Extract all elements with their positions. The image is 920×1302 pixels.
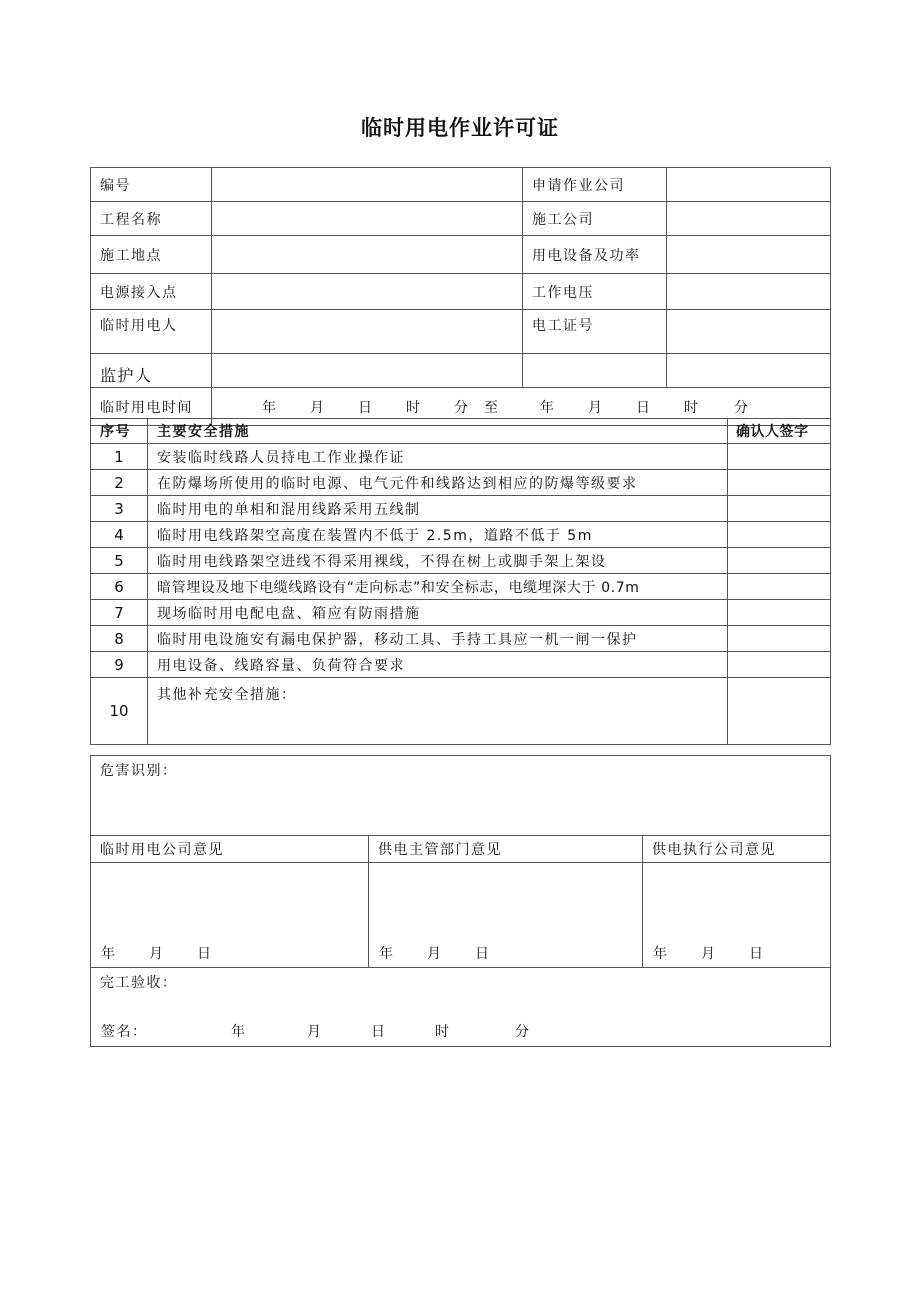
user-company-opinion-label: 临时用电公司意见 [91, 836, 369, 863]
guardian-extra-field-2[interactable] [667, 354, 831, 388]
confirm-signature[interactable] [728, 574, 831, 600]
number-label: 编号 [91, 168, 212, 202]
confirm-signature[interactable] [728, 444, 831, 470]
site-location-label: 施工地点 [91, 236, 212, 274]
measure-no: 3 [91, 496, 148, 522]
guardian-field[interactable] [212, 354, 523, 388]
construction-company-label: 施工公司 [523, 202, 667, 236]
measure-text: 临时用电设施安有漏电保护器，移动工具、手持工具应一机一闸一保护 [148, 626, 728, 652]
measure-row [91, 574, 831, 600]
measure-row [91, 626, 831, 652]
info-row-project [91, 202, 831, 236]
signature-line: 签名： 年 月 日 时 分 [101, 1024, 529, 1040]
supply-dept-opinion-field[interactable] [369, 863, 643, 968]
measure-row [91, 470, 831, 496]
time-range-field[interactable]: 年 月 日 时 分 至 年 月 日 时 分 [212, 388, 831, 426]
supply-dept-opinion-label: 供电主管部门意见 [369, 836, 643, 863]
voltage-field[interactable] [667, 274, 831, 310]
confirm-signature[interactable] [728, 548, 831, 574]
confirm-signature[interactable] [728, 652, 831, 678]
measure-row [91, 678, 831, 745]
temp-user-label: 临时用电人 [91, 310, 212, 354]
date-line: 年 月 日 [101, 946, 211, 962]
confirm-signature[interactable] [728, 496, 831, 522]
confirm-signature[interactable] [728, 470, 831, 496]
measure-row [91, 444, 831, 470]
hazard-label: 危害识别： [100, 763, 178, 779]
time-label: 临时用电时间 [91, 388, 212, 426]
electrician-cert-field[interactable] [667, 310, 831, 354]
supply-exec-opinion-field[interactable] [643, 863, 831, 968]
temp-user-field[interactable] [212, 310, 523, 354]
measure-row [91, 496, 831, 522]
opinion-body-row [91, 863, 831, 968]
confirm-signature[interactable] [728, 626, 831, 652]
measure-row [91, 522, 831, 548]
completion-acceptance-field[interactable] [91, 968, 831, 1047]
confirm-signature[interactable] [728, 678, 831, 745]
measure-text: 在防爆场所使用的临时电源、电气元件和线路达到相应的防爆等级要求 [148, 470, 728, 496]
guardian-extra-field[interactable] [523, 354, 667, 388]
guardian-label: 监护人 [91, 354, 212, 388]
supply-exec-opinion-label: 供电执行公司意见 [643, 836, 831, 863]
hazard-row [91, 756, 831, 836]
equipment-power-label: 用电设备及功率 [523, 236, 667, 274]
info-row-access [91, 274, 831, 310]
confirm-signature[interactable] [728, 600, 831, 626]
header-no: 序号 [91, 419, 148, 444]
info-table [90, 167, 831, 426]
voltage-label: 工作电压 [523, 274, 667, 310]
measures-header-row [91, 419, 831, 444]
measure-no: 2 [91, 470, 148, 496]
completion-label: 完工验收： [100, 975, 178, 991]
completion-row [91, 968, 831, 1047]
equipment-power-field[interactable] [667, 236, 831, 274]
document-title: 临时用电作业许可证 [361, 116, 559, 140]
electrician-cert-label: 电工证号 [523, 310, 667, 354]
project-name-label: 工程名称 [91, 202, 212, 236]
header-measure: 主要安全措施 [148, 419, 728, 444]
date-line: 年 月 日 [653, 946, 763, 962]
number-field[interactable] [212, 168, 523, 202]
measure-text: 现场临时用电配电盘、箱应有防雨措施 [148, 600, 728, 626]
info-row-user [91, 310, 831, 354]
measure-no: 4 [91, 522, 148, 548]
measure-text: 临时用电线路架空进线不得采用裸线，不得在树上或脚手架上架设 [148, 548, 728, 574]
info-row-location [91, 236, 831, 274]
applicant-company-label: 申请作业公司 [523, 168, 667, 202]
power-access-label: 电源接入点 [91, 274, 212, 310]
measure-no: 10 [91, 678, 148, 745]
measure-text: 临时用电的单相和混用线路采用五线制 [148, 496, 728, 522]
user-company-opinion-field[interactable] [91, 863, 369, 968]
measure-no: 8 [91, 626, 148, 652]
applicant-company-field[interactable] [667, 168, 831, 202]
measure-no: 7 [91, 600, 148, 626]
construction-company-field[interactable] [667, 202, 831, 236]
hazard-identification-field[interactable] [91, 756, 831, 836]
measure-text: 暗管埋设及地下电缆线路设有“走向标志”和安全标志，电缆埋深大于 0.7m [148, 574, 728, 600]
safety-measures-table [90, 418, 831, 745]
measure-row [91, 600, 831, 626]
project-name-field[interactable] [212, 202, 523, 236]
measure-no: 5 [91, 548, 148, 574]
approval-table [90, 755, 831, 1047]
measure-text: 用电设备、线路容量、负荷符合要求 [148, 652, 728, 678]
power-access-field[interactable] [212, 274, 523, 310]
measure-text: 安装临时线路人员持电工作业操作证 [148, 444, 728, 470]
header-confirm: 确认人签字 [728, 419, 831, 444]
confirm-signature[interactable] [728, 522, 831, 548]
measure-text: 临时用电线路架空高度在装置内不低于 2.5m，道路不低于 5m [148, 522, 728, 548]
site-location-field[interactable] [212, 236, 523, 274]
measure-row [91, 548, 831, 574]
measure-no: 1 [91, 444, 148, 470]
opinion-header-row [91, 836, 831, 863]
measure-no: 6 [91, 574, 148, 600]
info-row-guardian [91, 354, 831, 388]
info-row-number [91, 168, 831, 202]
measure-no: 9 [91, 652, 148, 678]
date-line: 年 月 日 [379, 946, 489, 962]
measure-text[interactable]: 其他补充安全措施： [148, 678, 728, 745]
measure-row [91, 652, 831, 678]
